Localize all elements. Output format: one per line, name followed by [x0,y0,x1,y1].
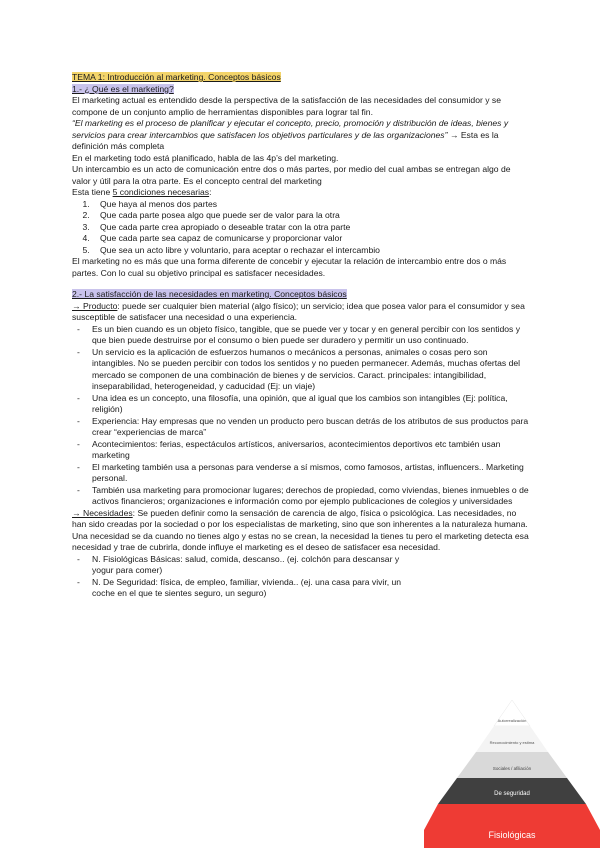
list-item: 4. Que cada parte sea capaz de comunicarse y proporcionar valor [92,233,530,245]
document-page [72,72,530,600]
list-item: 3. Que cada parte crea apropiado o deseable tratar con la otra parte [92,222,530,234]
pyramid-level-2 [476,726,548,752]
maslow-pyramid [424,700,600,848]
pyramid-label-4: De seguridad [494,791,530,797]
pyramid-label-5: Fisiológicas [488,830,536,840]
paragraph: En el marketing todo está planificado, habla de las 4p’s del marketing. [72,152,339,163]
list-item: - N. Fisiológicas Básicas: salud, comida, descanso.. (ej. colchón para descansar y yogur para comer) [72,554,422,577]
list-item: - Un servicio es la aplicación de esfuerzos humanos o mecánicos a personas, animales o cosas pero son intangibles. No se pueden percibir con todos los sentidos y no pueden permanecer. Además, muchas ofertas del mercado se componen de una combinación de bienes y de servicios. Caract. principales: intangibilidad, inseparabilidad, heterogeneidad, y caducidad (Ej: un viaje) [72,347,530,393]
list-item: - Experiencia: Hay empresas que no venden un producto pero buscan detrás de los atributos de sus productos para crear “experiencias de marca” [72,416,530,439]
list-item: 2. Que cada parte posea algo que puede ser de valor para la otra [92,210,530,222]
paragraph: Un intercambio es un acto de comunicación entre dos o más partes, por medio del cual ambas se entregan algo de valor y útil para la otra parte. Es el concepto central del marketing [72,164,511,186]
definition-quote: “El marketing es el proceso de planificar y ejecutar el concepto, precio, promoción y distribución de ideas, bienes y servicios para crear intercambios que satisfacen los objetivos particulares y de las organizaciones” → Esta es la definición más completa [72,118,509,151]
section-1-heading: 1.- ¿ Qué es el marketing? [72,83,174,94]
list-item: - Acontecimientos: ferias, espectáculos artísticos, aniversarios, acontecimientos deportivos etc también usan marketing [72,439,530,462]
section-2-heading: 2.- La satisfacción de las necesidades en marketing. Conceptos básicos [72,289,347,299]
pyramid-label-3: Sociales / afiliación [492,766,532,771]
conditions-list [72,199,530,257]
pyramid-label-2: Reconocimiento y estima [489,740,535,745]
pyramid-level-5 [424,804,600,848]
list-item: - N. De Seguridad: física, de empleo, familiar, vivienda.. (ej. una casa para vivir, un coche en el que te sientes seguro, un seguro) [72,577,422,600]
pyramid-label-1: Autorrealización [497,718,527,723]
paragraph: → Producto: puede ser cualquier bien material (algo físico); un servicio; idea que posea valor para el consumidor y sea susceptible de satisfacer una necesidad o una experiencia. [72,300,525,322]
paragraph: Esta tiene 5 condiciones necesarias: [72,187,212,197]
paragraph: → Necesidades: Se pueden definir como la sensación de carencia de algo, física o psicológica. Las necesidades, no han sido creadas por la sociedad o por los especialistas de marketing, sino que son inherentes a la naturaleza humana. Una necesidad se da cuando no tienes algo y estas no se crean, la necesidad la tienes tu pero el marketing detecta esa necesidad y trae de cubrirla, donde influye el marketing es el deseo de satisfacer esa necesidad. [72,507,529,552]
pyramid-level-3 [457,752,567,778]
paragraph: El marketing no es más que una forma diferente de concebir y ejecutar la relación de intercambio entre dos o más partes. Con lo cual su objetivo principal es satisfacer necesidades. [72,256,507,278]
list-item: 5. Que sea un acto libre y voluntario, para aceptar o rechazar el intercambio [92,245,530,257]
list-item: - También usa marketing para promocionar lugares; derechos de propiedad, como viviendas, bienes inmuebles o de activos financieros; organizaciones e información como por ejemplo publicaciones de colegios y universidades [72,485,530,508]
list-item: 1. Que haya al menos dos partes [92,199,530,211]
needs-list [72,554,530,600]
product-types-list [72,324,530,508]
page-title: TEMA 1: Introducción al marketing. Conceptos básicos [72,72,281,82]
paragraph: El marketing actual es entendido desde la perspectiva de la satisfacción de las necesidades del consumidor y se compone de un conjunto amplio de herramientas disponibles para lograr tal fin. [72,95,501,117]
list-item: - El marketing también usa a personas para venderse a sí mismos, como famosos, artistas, influencers.. Marketing personal. [72,462,530,485]
list-item: - Es un bien cuando es un objeto físico, tangible, que se puede ver y tocar y en general percibir con los sentidos y que bien puede destruirse por el consumo o bien puede ser duradero y permitir un uso continuado. [72,324,530,347]
list-item: - Una idea es un concepto, una filosofía, una opinión, que al igual que los cambios son intangibles (Ej: política, religión) [72,393,530,416]
